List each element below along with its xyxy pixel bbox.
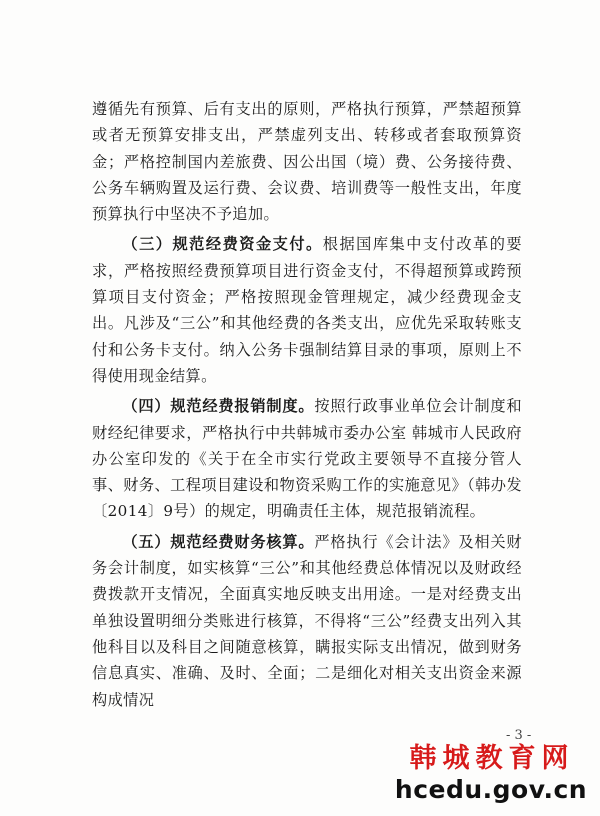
paragraph-text: 遵循先有预算、后有支出的原则，严格执行预算，严禁超预算或者无预算安排支出，严禁虚列支出、转移或者套取预算资金；严格控制国内差旅费、因公出国（境）费、公务接待费、公务车辆购置及运行费、会议费、培训费等一般性支出，年度预算执行中坚决不予追加。 bbox=[92, 100, 522, 224]
watermark-site-name: 韩城教育网 bbox=[409, 743, 575, 774]
document-body bbox=[92, 96, 522, 717]
paragraph-text: 根据国库集中支付改革的要求，严格按照经费预算项目进行资金支付，不得超预算或跨预算项目支付资金；严格按照现金管理规定，减少经费现金支出。凡涉及“三公”和其他经费的各类支出，应优先采取转账支付和公务卡支付。纳入公务卡强制结算目录的事项，原则上不得使用现金结算。 bbox=[92, 235, 522, 385]
watermark-site-url: hcedu.gov.cn bbox=[394, 775, 588, 804]
paragraph-text: 按照行政事业单位会计制度和财经纪律要求，严格执行中共韩城市委办公室 韩城市人民政府办公室印发的《关于在全市实行党政主要领导不直接分管人事、财务、工程项目建设和物资采购工作的实施意见》（韩办发〔2014〕9号）的规定，明确责任主体，规范报销流程。 bbox=[92, 397, 522, 521]
page-number: - 3 - bbox=[506, 728, 532, 743]
paragraph-lead: （五）规范经费财务核算。 bbox=[122, 532, 315, 551]
paragraph-lead: （三）规范经费资金支付。 bbox=[122, 235, 323, 254]
paragraph-accounting bbox=[92, 529, 522, 713]
paragraph-lead: （四）规范经费报销制度。 bbox=[122, 397, 315, 416]
paragraph-text: 严格执行《会计法》及相关财务会计制度，如实核算“三公”和其他经费总体情况以及财政经费拨款开支情况，全面真实地反映支出用途。一是对经费支出单独设置明细分类账进行核算，不得将“三公”经费支出列入其他科目以及科目之间随意核算，瞒报实际支出情况，做到财务信息真实、准确、及时、全面；二是细化对相关支出资金来源构成情况 bbox=[92, 532, 522, 709]
paragraph-reimbursement bbox=[92, 393, 522, 524]
paragraph-fund-payment bbox=[92, 231, 522, 389]
paragraph-budget-execution bbox=[92, 96, 522, 227]
